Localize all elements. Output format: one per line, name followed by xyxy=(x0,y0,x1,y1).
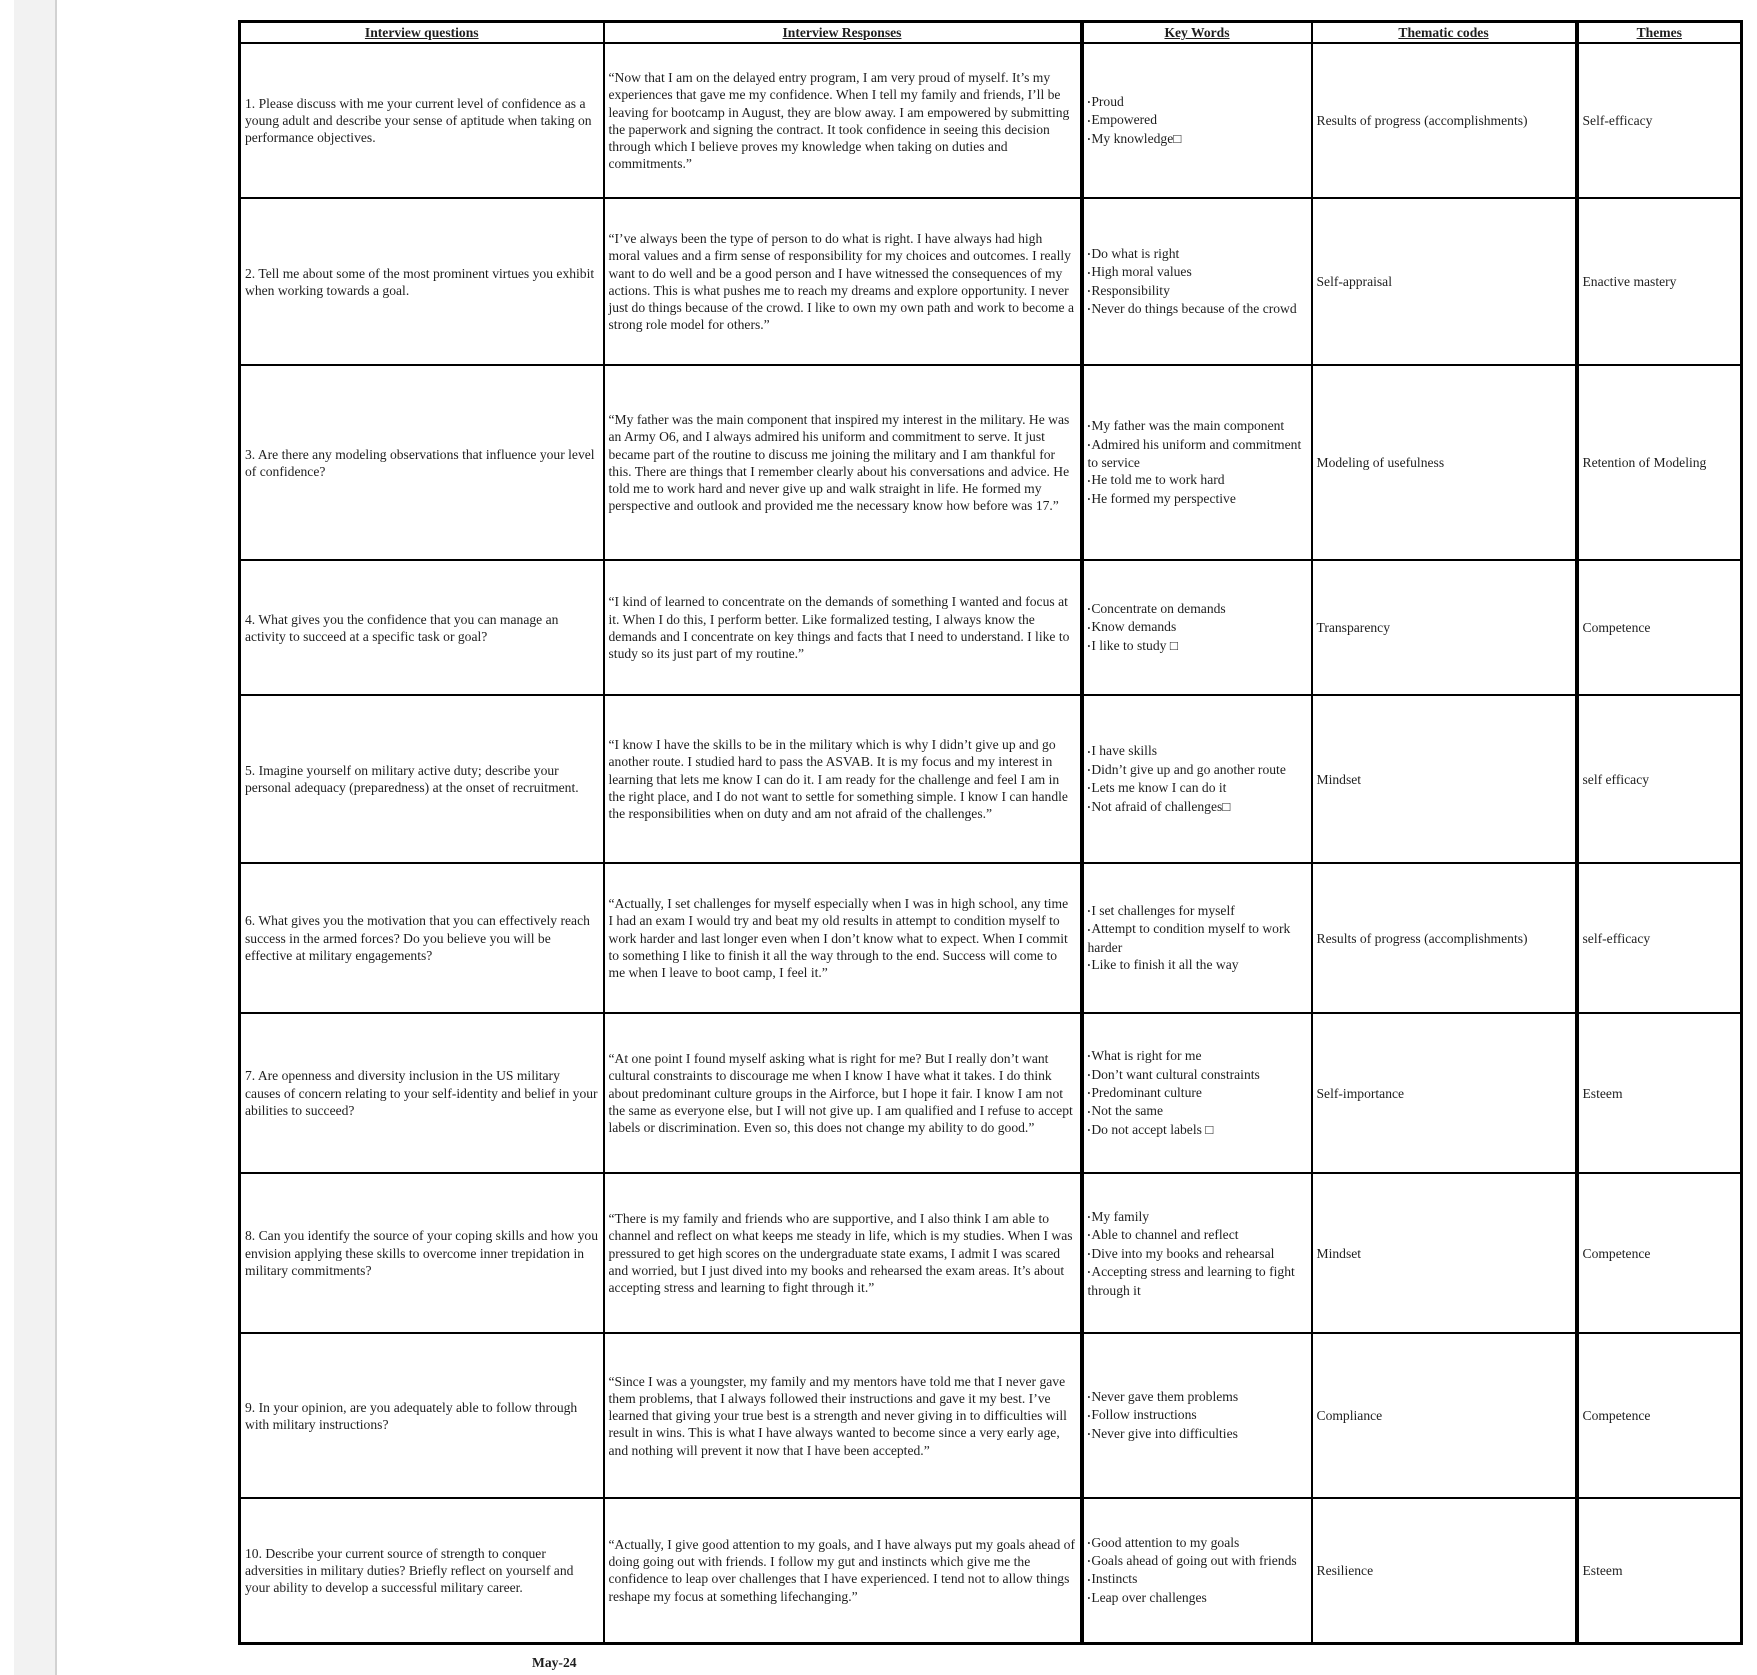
header-interview-responses: Interview Responses xyxy=(604,22,1082,44)
keywords-cell xyxy=(1082,863,1312,1013)
keywords-cell xyxy=(1082,43,1312,198)
keyword-item: • High moral values xyxy=(1088,263,1307,281)
question-cell: 4. What gives you the confidence that you can manage an activity to succeed at a specific task or goal? xyxy=(240,560,604,695)
keyword-list xyxy=(1088,245,1307,319)
response-cell: “Since I was a youngster, my family and my mentors have told me that I never gave them problems, that I always followed their instructions and gave it my best. I’ve learned that giving your true best is a strength and never giving in to difficulties will result in wins. This is what I have always wanted to become since a very early age, and nothing will prevent it now that I have been accepted.” xyxy=(604,1333,1082,1498)
thematic-code-cell: Compliance xyxy=(1312,1333,1577,1498)
theme-cell: Competence xyxy=(1577,1333,1742,1498)
thematic-code-cell: Results of progress (accomplishments) xyxy=(1312,43,1577,198)
table-row xyxy=(240,863,1742,1013)
keyword-list xyxy=(1088,742,1307,816)
thematic-code-cell: Results of progress (accomplishments) xyxy=(1312,863,1577,1013)
header-themes: Themes xyxy=(1577,22,1742,44)
response-cell: “I’ve always been the type of person to do what is right. I have always had high moral values and a firm sense of responsibility for my choices and outcomes. I really want to do well and be a good person and I have witnessed the consequences of my actions. This is what pushes me to reach my dreams and explore opportunity. I never just do things because of the crowd. I like to own my own path and work to become a strong role model for others.” xyxy=(604,198,1082,365)
thematic-code-cell: Self-importance xyxy=(1312,1013,1577,1173)
theme-cell: Competence xyxy=(1577,1173,1742,1333)
keyword-item: • Concentrate on demands xyxy=(1088,600,1307,618)
table-row xyxy=(240,1333,1742,1498)
keyword-item: • Dive into my books and rehearsal xyxy=(1088,1245,1307,1263)
keyword-item: • Follow instructions xyxy=(1088,1406,1307,1424)
keyword-item: • Accepting stress and learning to fight through it xyxy=(1088,1263,1307,1299)
keyword-item: • My family xyxy=(1088,1208,1307,1226)
keyword-item: • I set challenges for myself xyxy=(1088,902,1307,920)
header-interview-questions: Interview questions xyxy=(240,22,604,44)
response-cell: “I know I have the skills to be in the military which is why I didn’t give up and go another route. I studied hard to pass the ASVAB. It is my focus and my interest in learning that lets me know I can do it. I am ready for the challenge and feel I am in the right place, and I do not want to settle for something simple. I know I can handle the responsibilities when on duty and am not afraid of the challenges.” xyxy=(604,695,1082,863)
keywords-cell xyxy=(1082,1498,1312,1643)
keyword-item: • He formed my perspective xyxy=(1088,490,1307,508)
question-cell: 5. Imagine yourself on military active duty; describe your personal adequacy (preparedness) at the onset of recruitment. xyxy=(240,695,604,863)
keyword-item: • Never gave them problems xyxy=(1088,1388,1307,1406)
keyword-item: • Not afraid of challenges□ xyxy=(1088,798,1307,816)
theme-cell: self-efficacy xyxy=(1577,863,1742,1013)
theme-cell: Competence xyxy=(1577,560,1742,695)
keyword-item: • Able to channel and reflect xyxy=(1088,1226,1307,1244)
table-row xyxy=(240,1498,1742,1643)
keyword-list xyxy=(1088,902,1307,975)
theme-cell: self efficacy xyxy=(1577,695,1742,863)
question-cell: 8. Can you identify the source of your coping skills and how you envision applying these skills to overcome inner trepidation in military commitments? xyxy=(240,1173,604,1333)
keyword-item: • I like to study □ xyxy=(1088,637,1307,655)
thematic-code-cell: Modeling of usefulness xyxy=(1312,365,1577,560)
keyword-item: • Do what is right xyxy=(1088,245,1307,263)
keyword-item: • Know demands xyxy=(1088,618,1307,636)
header-key-words: Key Words xyxy=(1082,22,1312,44)
keyword-item: • Instincts xyxy=(1088,1570,1307,1588)
table-header-row xyxy=(240,22,1742,44)
header-thematic-codes: Thematic codes xyxy=(1312,22,1577,44)
keyword-list xyxy=(1088,1208,1307,1299)
question-cell: 10. Describe your current source of strength to conquer adversities in military duties? Briefly reflect on yourself and your ability to develop a successful military career. xyxy=(240,1498,604,1643)
table-row xyxy=(240,695,1742,863)
response-cell: “I kind of learned to concentrate on the demands of something I wanted and focus at it. When I do this, I perform better. Like formalized testing, I always know the demands and I concentrate on key things and facts that I need to understand. I like to study so its just part of my routine.” xyxy=(604,560,1082,695)
table-row xyxy=(240,43,1742,198)
keyword-item: • Good attention to my goals xyxy=(1088,1534,1307,1552)
keyword-item: • Never give into difficulties xyxy=(1088,1425,1307,1443)
keyword-item: • Like to finish it all the way xyxy=(1088,956,1307,974)
keywords-cell xyxy=(1082,695,1312,863)
thematic-code-cell: Mindset xyxy=(1312,1173,1577,1333)
table-row xyxy=(240,1173,1742,1333)
keyword-item: • He told me to work hard xyxy=(1088,471,1307,489)
keyword-item: • Predominant culture xyxy=(1088,1084,1307,1102)
response-cell: “Now that I am on the delayed entry program, I am very proud of myself. It’s my experiences that gave me my confidence. When I tell my family and friends, I’ll be leaving for bootcamp in August, they are blow away. I am empowered by submitting the paperwork and signing the contract. It took confidence in seeing this decision through which I believe proves my knowledge when taking on duties and commitments.” xyxy=(604,43,1082,198)
question-cell: 6. What gives you the motivation that you can effectively reach success in the armed forces? Do you believe you will be effective at military engagements? xyxy=(240,863,604,1013)
keyword-item: • Goals ahead of going out with friends xyxy=(1088,1552,1307,1570)
keywords-cell xyxy=(1082,198,1312,365)
keyword-item: • Not the same xyxy=(1088,1102,1307,1120)
theme-cell: Enactive mastery xyxy=(1577,198,1742,365)
question-cell: 7. Are openness and diversity inclusion in the US military causes of concern relating to your self-identity and belief in your abilities to succeed? xyxy=(240,1013,604,1173)
keywords-cell xyxy=(1082,1333,1312,1498)
keyword-item: • What is right for me xyxy=(1088,1047,1307,1065)
question-cell: 3. Are there any modeling observations that influence your level of confidence? xyxy=(240,365,604,560)
keyword-list xyxy=(1088,600,1307,655)
keyword-list xyxy=(1088,417,1307,508)
thematic-code-cell: Mindset xyxy=(1312,695,1577,863)
keywords-cell xyxy=(1082,1013,1312,1173)
keyword-item: • Do not accept labels □ xyxy=(1088,1121,1307,1139)
question-cell: 9. In your opinion, are you adequately able to follow through with military instructions? xyxy=(240,1333,604,1498)
table-row xyxy=(240,560,1742,695)
keyword-item: • Responsibility xyxy=(1088,282,1307,300)
thematic-code-cell: Resilience xyxy=(1312,1498,1577,1643)
question-cell: 2. Tell me about some of the most prominent virtues you exhibit when working towards a goal. xyxy=(240,198,604,365)
keyword-item: • My knowledge□ xyxy=(1088,130,1307,148)
table-row xyxy=(240,198,1742,365)
theme-cell: Self-efficacy xyxy=(1577,43,1742,198)
response-cell: “Actually, I set challenges for myself especially when I was in high school, any time I had an exam I would try and beat my old results in attempt to condition myself to work harder and last longer even when I don’t know what to expect. When I commit to something I like to finish it all the way through to the end. Success will come to me when I leave to boot camp, I feel it.” xyxy=(604,863,1082,1013)
keyword-item: • Attempt to condition myself to work harder xyxy=(1088,920,1307,956)
keyword-item: • Never do things because of the crowd xyxy=(1088,300,1307,318)
thematic-code-cell: Self-appraisal xyxy=(1312,198,1577,365)
question-cell: 1. Please discuss with me your current level of confidence as a young adult and describe your sense of aptitude when taking on performance objectives. xyxy=(240,43,604,198)
theme-cell: Esteem xyxy=(1577,1013,1742,1173)
theme-cell: Esteem xyxy=(1577,1498,1742,1643)
theme-cell: Retention of Modeling xyxy=(1577,365,1742,560)
table-body xyxy=(240,43,1742,1643)
keyword-list xyxy=(1088,1534,1307,1608)
keyword-list xyxy=(1088,1047,1307,1139)
footer-date: May-24 xyxy=(532,1655,577,1670)
keyword-item: • Empowered xyxy=(1088,111,1307,129)
response-cell: “Actually, I give good attention to my goals, and I have always put my goals ahead of doing going out with friends. I follow my gut and instincts which give me the confidence to leap over challenges that I have experienced. I tend not to allow things reshape my focus at something lifechanging.” xyxy=(604,1498,1082,1643)
keyword-item: • I have skills xyxy=(1088,742,1307,760)
response-cell: “My father was the main component that inspired my interest in the military. He was an Army O6, and I always admired his uniform and commitment to serve. It just became part of the routine to discuss me joining the military and I am thankful for this. There are things that I remember clearly about his conversations and advice. He told me to work hard and never give up and walk straight in life. He formed my perspective and outlook and provided me the necessary know how before was 17.” xyxy=(604,365,1082,560)
keyword-item: • Leap over challenges xyxy=(1088,1589,1307,1607)
thematic-code-cell: Transparency xyxy=(1312,560,1577,695)
keyword-item: • Didn’t give up and go another route xyxy=(1088,761,1307,779)
keyword-item: • My father was the main component xyxy=(1088,417,1307,435)
table-row xyxy=(240,1013,1742,1173)
keyword-list xyxy=(1088,93,1307,148)
response-cell: “At one point I found myself asking what is right for me? But I really don’t want cultural constraints to discourage me when I know I have what it takes. I do think about predominant culture groups in the Airforce, but I hope it fair. I know I am not the same as everyone else, but I will not give up. I am qualified and I refuse to accept labels or discrimination. Even so, this does not change my ability to do good.” xyxy=(604,1013,1082,1173)
keywords-cell xyxy=(1082,1173,1312,1333)
keyword-item: • Lets me know I can do it xyxy=(1088,779,1307,797)
keyword-list xyxy=(1088,1388,1307,1443)
keywords-cell xyxy=(1082,560,1312,695)
keyword-item: • Admired his uniform and commitment to service xyxy=(1088,436,1307,472)
interview-table xyxy=(238,20,1743,1645)
response-cell: “There is my family and friends who are supportive, and I also think I am able to channel and reflect on what keeps me steady in life, which is my studies. When I was pressured to get high scores on the undergraduate state exams, I admit I was scared and worried, but I just dived into my books and rehearsed the exam areas. It’s about accepting stress and learning to fight through it.” xyxy=(604,1173,1082,1333)
keyword-item: • Proud xyxy=(1088,93,1307,111)
table-row xyxy=(240,365,1742,560)
keywords-cell xyxy=(1082,365,1312,560)
viewer-side-strip xyxy=(14,0,57,1675)
keyword-item: • Don’t want cultural constraints xyxy=(1088,1066,1307,1084)
